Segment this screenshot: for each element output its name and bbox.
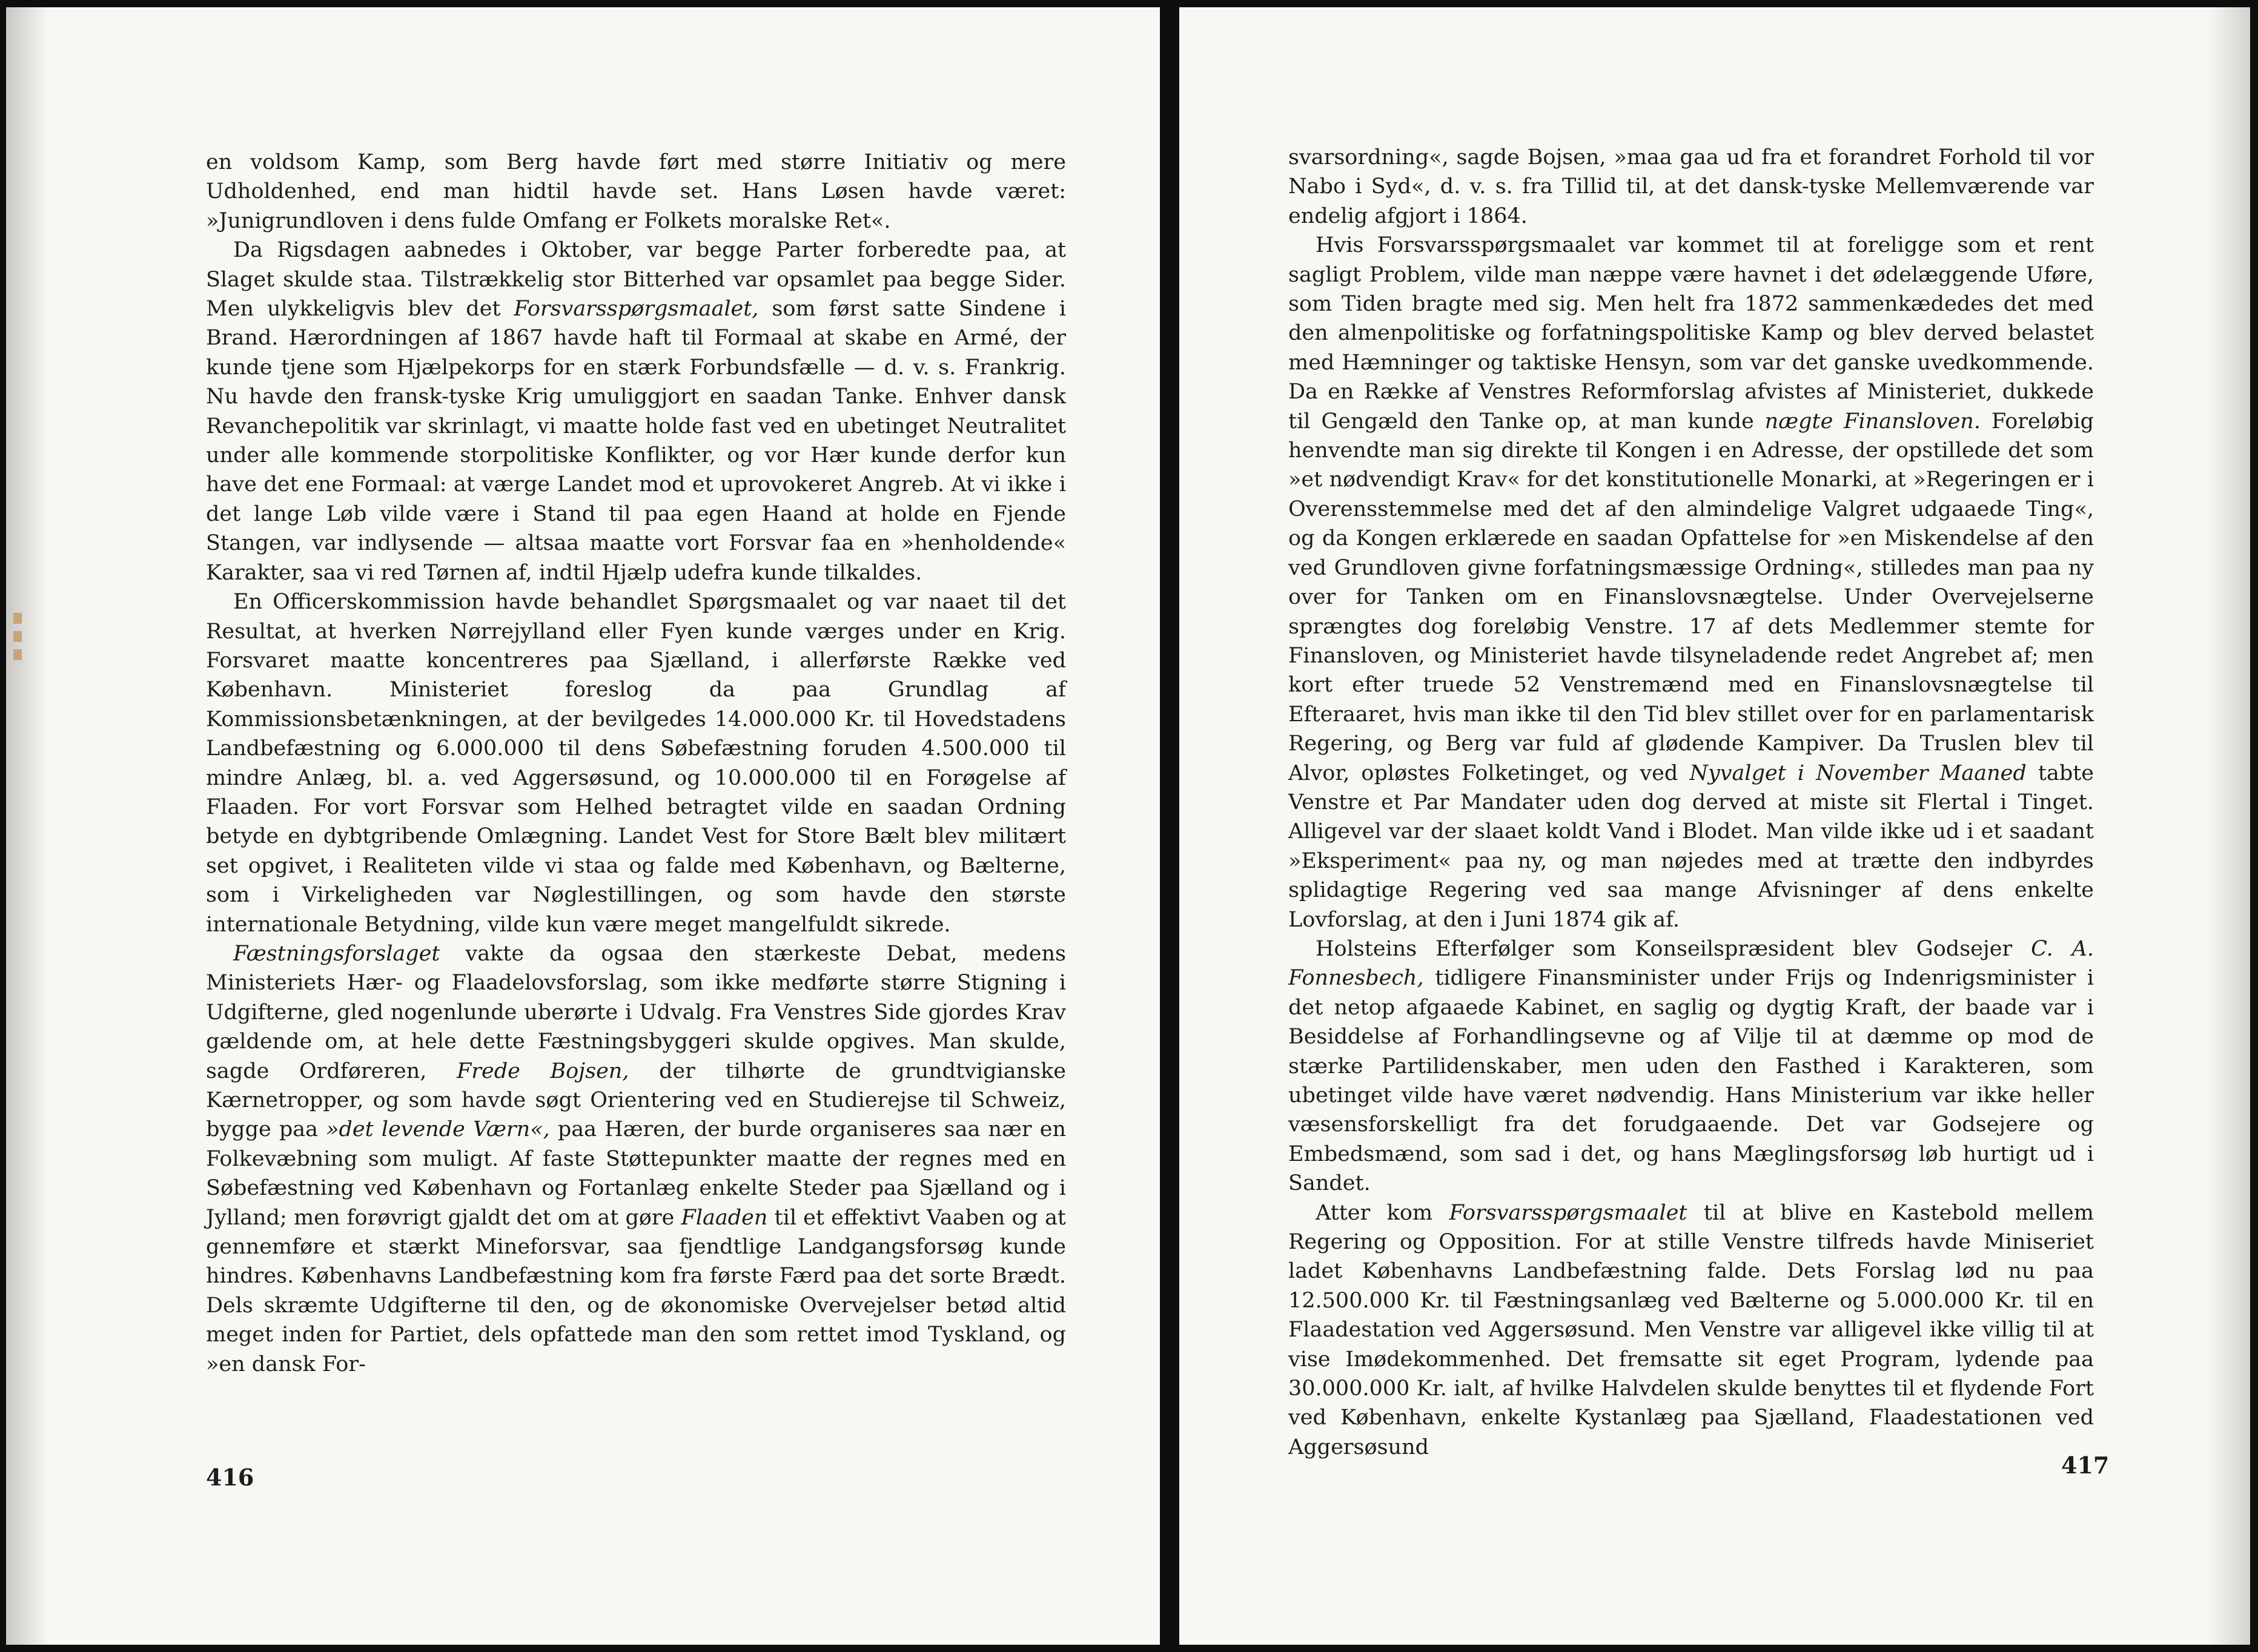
paragraph: Da Rigsdagen aabnedes i Oktober, var begge Parter forberedte paa, at Slaget skulde staa. Tilstrækkelig stor Bitterhed var opsamlet paa begge Sider. Men ulykkeligvis blev det Forsvarsspørgsmaalet, som først satte Sindene i Brand. Hærordningen af 1867 havde haft til Formaal at skabe en Armé, der kunde tjene som Hjælpekorps for en stærk Forbundsfælle — d. v. s. Frankrig. Nu havde den fransk-tyske Krig umuliggjort en saadan Tanke. Enhver dansk Revanchepolitik var skrinlagt, vi maatte holde fast ved en ubetinget Neutralitet under alle kommende storpolitiske Konflikter, og vor Hær kunde derfor kun have det ene Formaal: at værge Landet mod et uprovokeret Angreb. At vi ikke i det lange Løb vilde være i Stand til paa egen Haand at holde en Fjende Stangen, var indlysende — altsaa maatte vort Forsvar faa en »henholdende« Karakter, saa vi red Tørnen af, indtil Hjælp udefra kunde tilkaldes. [206, 238, 1066, 585]
page-edge-shadow [6, 7, 48, 1645]
paragraph: En Officerskommission havde behandlet Spørgsmaalet og var naaet til det Resultat, at hverken Nørrejylland eller Fyen kunde værges under en Krig. Forsvaret maatte koncentreres paa Sjælland, i allerførste Række ved København. Ministeriet foreslog da paa Grundlag af Kommissionsbetænkningen, at der bevilgedes 14.000.000 Kr. til Hovedstadens Landbefæstning og 6.000.000 til dens Søbefæstning foruden 4.500.000 til mindre Anlæg, bl. a. ved Aggersøsund, og 10.000.000 til en Forøgelse af Flaaden. For vort Forsvar som Helhed betragtet vilde en saadan Ordning betyde en dybtgribende Omlægning. Landet Vest for Store Bælt blev militært set opgivet, i Realiteten vilde vi staa og falde med København, og Bælterne, som i Virkeligheden var Nøglestillingen, og som havde den største internationale Betydning, vilde kun være meget mangelfuldt sikrede. [206, 590, 1066, 937]
emphasis: Flaaden [681, 1205, 768, 1230]
emphasis: Frede Bojsen, [457, 1059, 629, 1083]
paragraph: Fæstningsforslaget vakte da ogsaa den stærkeste Debat, medens Ministeriets Hær- og Flaadelovsforslag, som ikke medførte større Stigning i Udgifterne, gled nogenlunde uberørte i Udvalg. Fra Venstres Side gjordes Krav gældende om, at hele dette Fæstningsbyggeri skulde opgives. Man skulde, sagde Ordføreren, Frede Bojsen, der tilhørte de grundtvigianske Kærnetropper, og som havde søgt Orientering ved en Studierejse til Schweiz, bygge paa »det levende Værn«, paa Hæren, der burde organiseres saa nær en Folkevæbning som muligt. Af faste Støttepunkter maatte der regnes med en Søbefæstning ved København og Fortanlæg enkelte Steder paa Sjælland og i Jylland; men forøvrigt gjaldt det om at gøre Flaaden til et effektivt Vaaben og at gennemføre et stærkt Mineforsvar, saa fjendtlige Landgangsforsøg kunde hindres. Københavns Landbefæstning kom fra første Færd paa det sorte Brædt. Dels skræmte Udgifterne til den, og de økonomiske Overvejelser betød altid meget inden for Partiet, dels opfattede man den som rettet imod Tyskland, og »en dansk For- [206, 941, 1066, 1376]
emphasis: C. A. Fonnesbech, [1288, 936, 2094, 991]
paragraph: Hvis Forsvarsspørgsmaalet var kommet til at foreligge som et rent sagligt Problem, vilde man næppe være havnet i det ødelæggende Uføre, som Tiden bragte med sig. Men helt fra 1872 sammenkædedes det med den almenpolitiske og forfatningspolitiske Kamp og blev derved belastet med Hæmninger og taktiske Hensyn, som var det ganske uvedkommende. Da en Række af Venstres Reformforslag afvistes af Ministeriet, dukkede til Gengæld den Tanke op, at man kunde nægte Finansloven. Foreløbig henvendte man sig direkte til Kongen i en Adresse, der opstillede det som »et nødvendigt Krav« for det konstitutionelle Monarki, at »Regeringen er i Overensstemmelse med det af den almindelige Valgret udgaaede Ting«, og da Kongen erklærede en saadan Opfattelse for »en Miskendelse af den ved Grundloven givne forfatningsmæssige Ordning«, stilledes man paa ny over for Tanken om en Finanslovsnægtelse. Under Overvejelserne sprængtes dog foreløbig Venstre. 17 af dets Medlemmer stemte for Finansloven, og Ministeriet havde tilsyneladende redet Angrebet af; men kort efter truede 52 Venstremænd med en Finanslovsnægtelse til Efteraaret, hvis man ikke til den Tid blev stillet over for en parlamentarisk Regering, og Berg var fuld af glødende Kampiver. Da Truslen blev til Alvor, opløstes Folketinget, og ved Nyvalget i November Maaned tabte Venstre et Par Mandater uden dog derved at miste sit Flertal i Tinget. Alligevel var der slaaet koldt Vand i Blodet. Man vilde ikke ud i et saadant »Eksperiment« paa ny, og man nøjedes med at trætte den indbyrdes splidagtige Regering ved saa mange Afvisninger af dens enkelte Lovforslag, at den i Juni 1874 gik af. [1288, 233, 2094, 932]
paragraph: Atter kom Forsvarsspørgsmaalet til at blive en Kastebold mellem Regering og Opposition. For at stille Venstre tilfreds havde Miniseriet ladet Københavns Landbefæstning falde. Dets Forslag lød nu paa 12.500.000 Kr. til Fæstningsanlæg ved Bælterne og 5.000.000 Kr. til en Flaadestation ved Aggersøsund. Men Venstre var alligevel ikke villig til at vise Imødekommenhed. Det fremsatte sit eget Program, lydende paa 30.000.000 Kr. ialt, af hvilke Halvdelen skulde benyttes til et flydende Fort ved København, enkelte Kystanlæg paa Sjælland, Flaadestationen ved Aggersøsund [1288, 1200, 2094, 1459]
emphasis: Fæstningsforslaget [233, 941, 440, 966]
emphasis: nægte Finansloven. [1764, 409, 1981, 434]
binding-marks [13, 613, 22, 679]
page-edge-shadow [2208, 7, 2250, 1645]
paragraph: en voldsom Kamp, som Berg havde ført med større Initiativ og mere Udholdenhed, end man hidtil havde set. Hans Løsen havde været: »Junigrundloven i dens fulde Omfang er Folkets moralske Ret«. [206, 150, 1066, 233]
right-page-body [1288, 143, 2094, 1462]
emphasis: Forsvarsspørgsmaalet, [514, 297, 759, 322]
paragraph: Holsteins Efterfølger som Konseilspræsident blev Godsejer C. A. Fonnesbech, tidligere Finansminister under Frijs og Indenrigsminister i det netop afgaaede Kabinet, en saglig og dygtig Kraft, der baade var i Besiddelse af Forhandlingsevne og af Vilje til at dæmme op mod de stærke Partilidenskaber, men uden den Fasthed i Karakteren, som ubetinget vilde have været nødvendig. Hans Ministerium var ikke heller væsensforskelligt fra det forudgaaende. Det var Godsejere og Embedsmænd, som sad i det, og hans Mæglingsforsøg løb hurtigt ud i Sandet. [1288, 936, 2094, 1196]
right-page [1179, 7, 2250, 1645]
paragraph: svarsordning«, sagde Bojsen, »maa gaa ud fra et forandret Forhold til vor Nabo i Syd«, d. v. s. fra Tillid til, at det dansk-tyske Mellemværende var endelig afgjort i 1864. [1288, 145, 2094, 228]
emphasis: Nyvalget i November Maaned [1689, 761, 2027, 785]
page-number: 416 [206, 1464, 254, 1491]
page-number: 417 [2061, 1452, 2110, 1479]
left-page-body [206, 148, 1066, 1379]
emphasis: Forsvarsspørgsmaalet [1449, 1200, 1687, 1225]
left-page [6, 7, 1160, 1645]
emphasis: »det levende Værn«, [326, 1117, 550, 1142]
